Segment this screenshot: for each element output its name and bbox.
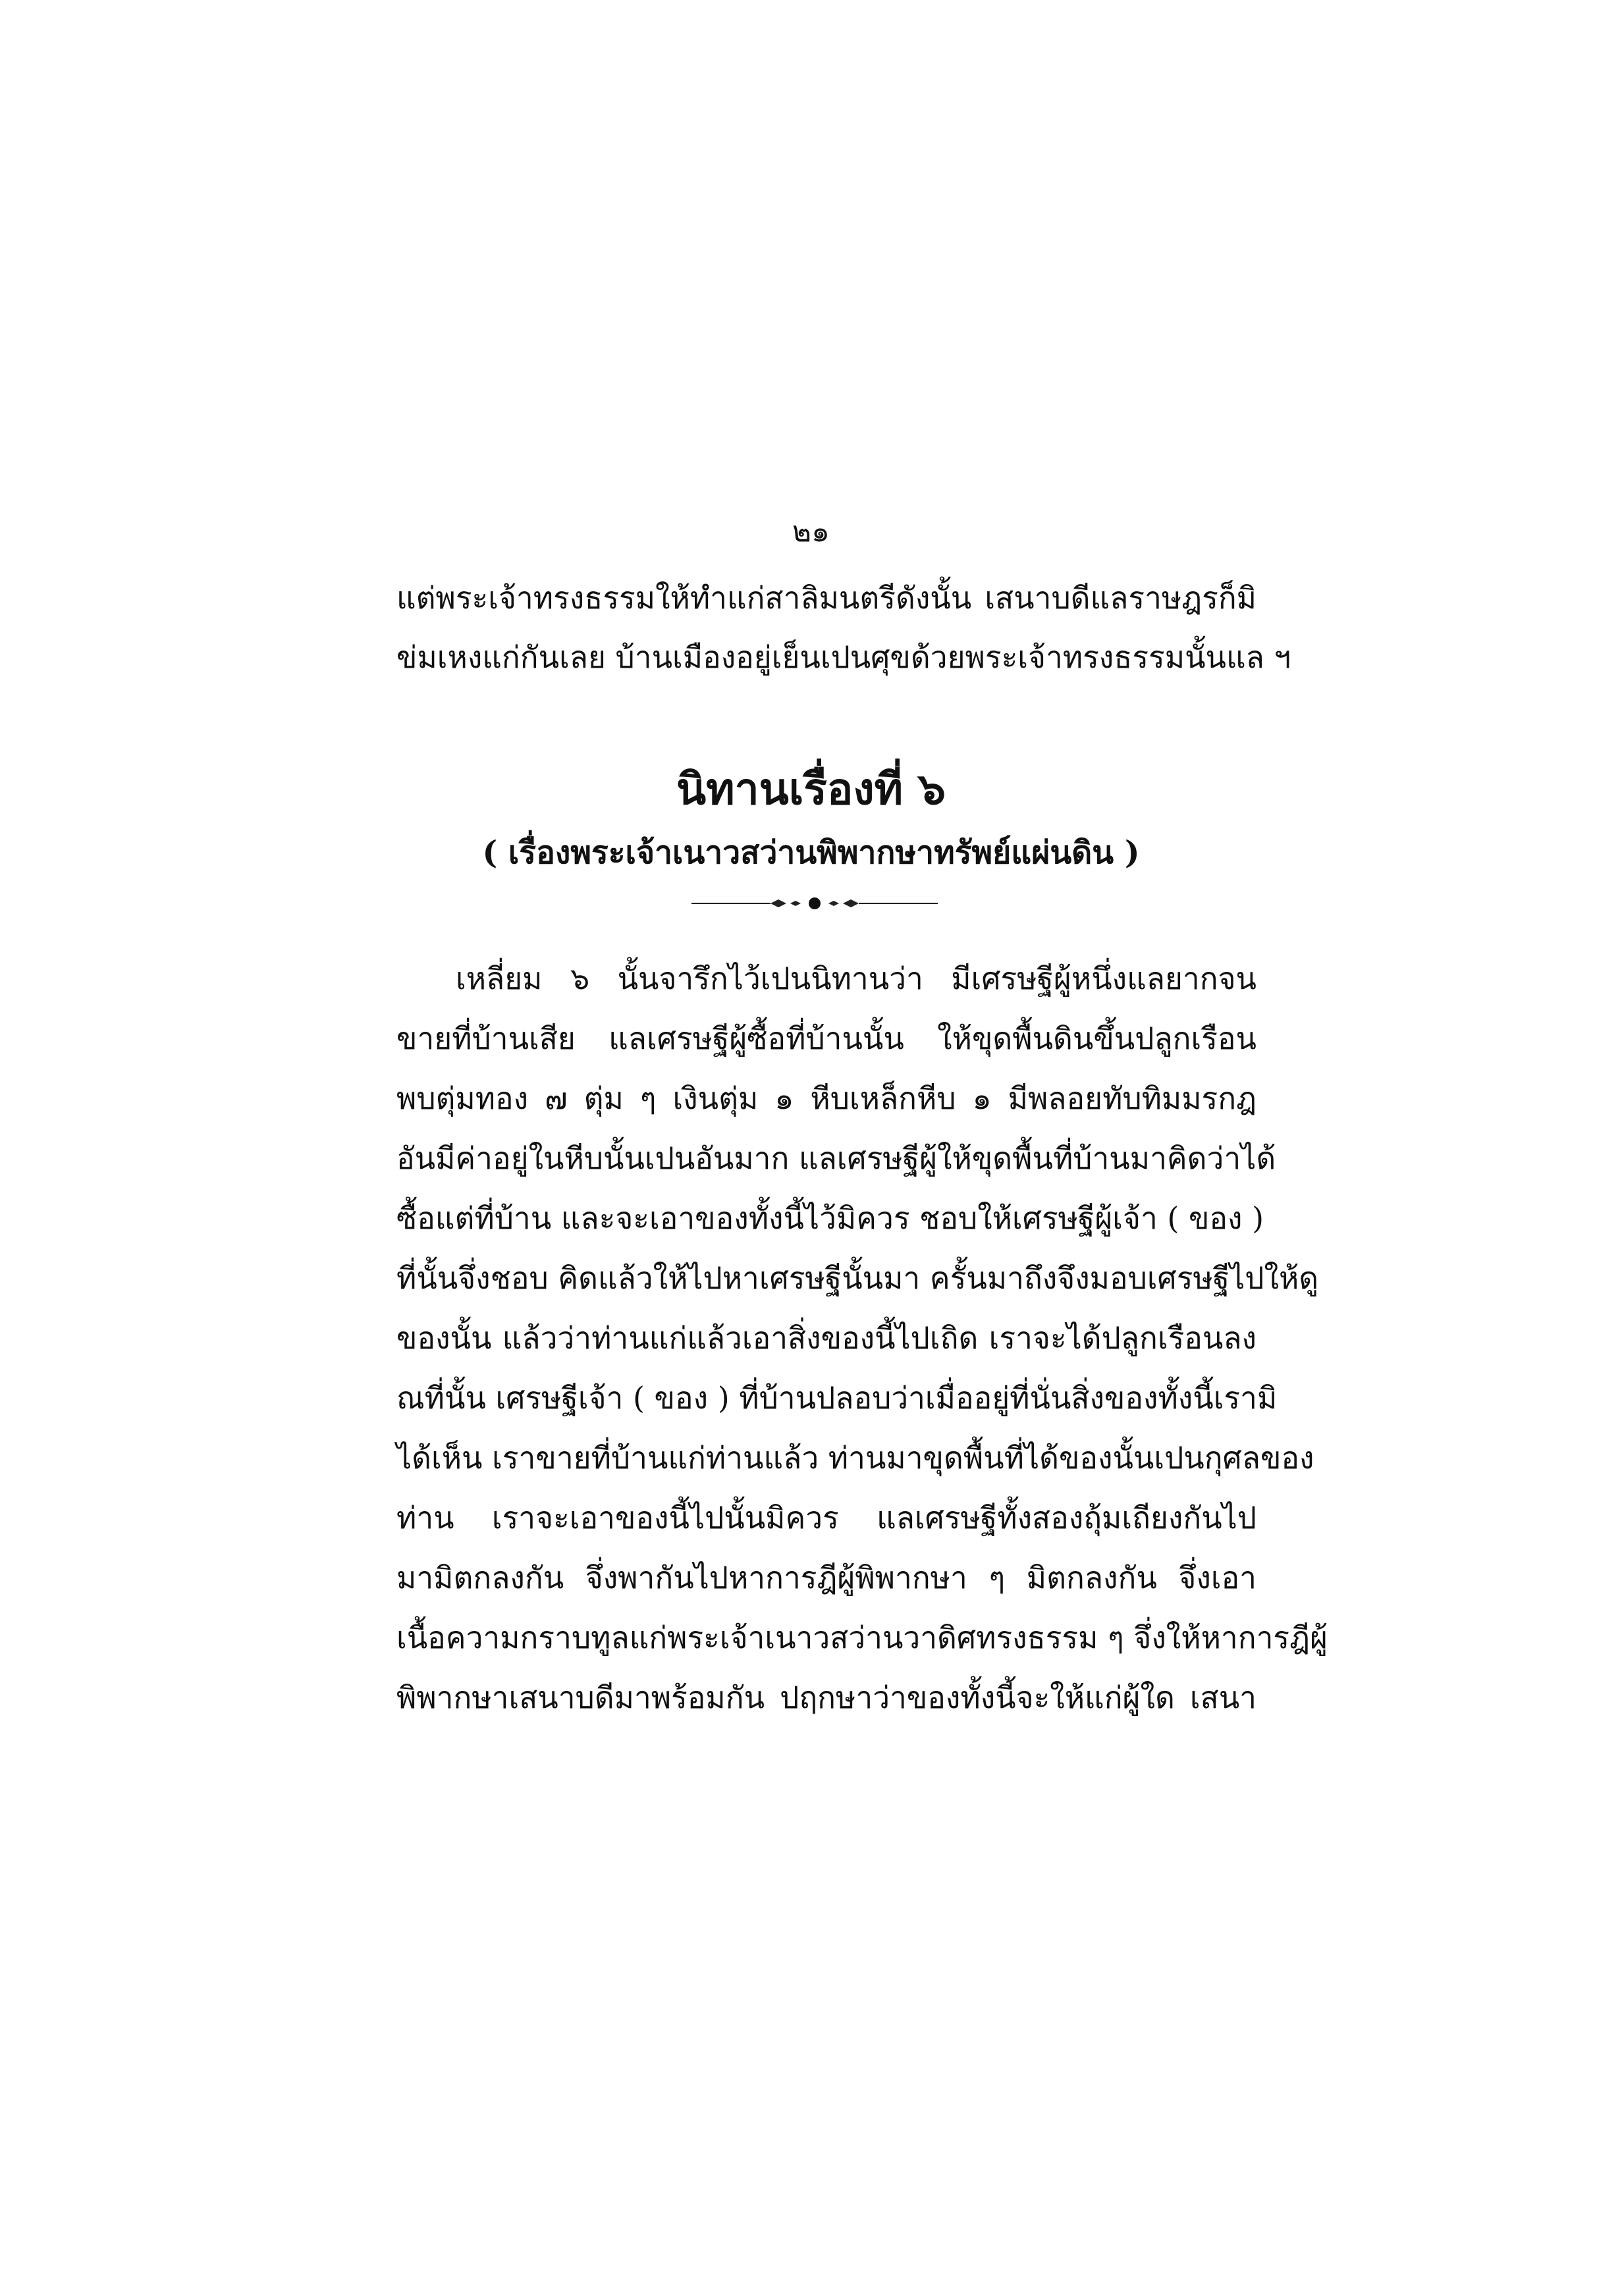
body-line-13: พิพากษาเสนาบดีมาพร้อมกัน ปฤกษาว่าของทั้งนี้จะให้แก่ผู้ใด เสนา (396, 1680, 1257, 1715)
body-line-5: ซื้อแต่ที่บ้าน และจะเอาของทั้งนี้ไว้มิควร ชอบให้เศรษฐีผู้เจ้า ( ของ ) (396, 1200, 1264, 1236)
body-line-8: ณที่นั้น เศรษฐีเจ้า ( ของ ) ที่บ้านปลอบว่าเมื่ออยู่ที่นั่นสิ่งของทั้งนี้เรามิ (396, 1380, 1278, 1416)
body-line-4: อันมีค่าอยู่ในหีบนั้นเปนอันมาก แลเศรษฐีผู้ให้ขุดพื้นที่บ้านมาคิดว่าได้ (396, 1140, 1276, 1176)
body-line-10: ท่าน เราจะเอาของนี้ไปนั้นมิควร แลเศรษฐีทั้งสองถุ้มเถียงกันไป (396, 1500, 1257, 1535)
story-title: นิทานเรื่องที่ ๖ (676, 763, 946, 814)
top-paragraph-line-2: ข่มเหงแก่กันเลย บ้านเมืองอยู่เย็นเปนศุขด้วยพระเจ้าทรงธรรมนั้นแล ฯ (396, 639, 1291, 675)
body-line-6: ที่นั้นจึ่งชอบ คิดแล้วให้ไปหาเศรษฐีนั้นมา ครั้นมาถึงจึงมอบเศรษฐีไปให้ดู (396, 1260, 1319, 1296)
body-line-7: ของนั้น แล้วว่าท่านแก่แล้วเอาสิ่งของนี้ไปเถิด เราจะได้ปลูกเรือนลง (396, 1320, 1257, 1356)
page-number: ๒๑ (792, 515, 830, 548)
body-line-3: พบตุ่มทอง ๗ ตุ่ม ๆ เงินตุ่ม ๑ หีบเหล็กหีบ ๑ มีพลอยทับทิมมรกฎ (396, 1081, 1257, 1116)
body-line-9: ได้เห็น เราขายที่บ้านแก่ท่านแล้ว ท่านมาขุดพื้นที่ได้ของนั้นเปนกุศลของ (396, 1440, 1314, 1476)
top-paragraph-line-1: แต่พระเจ้าทรงธรรมให้ทำแก่สาลิมนตรีดังนั้น เสนาบดีแลราษฎรก็มิ (396, 580, 1257, 616)
body-line-1: เหลี่ยม ๖ นั้นจารึกไว้เปนนิทานว่า มีเศรษฐีผู้หนึ่งแลยากจน (456, 961, 1257, 996)
story-subtitle: ( เรื่องพระเจ้าเนาวสว่านพิพากษาทรัพย์แผ่นดิน ) (482, 834, 1140, 871)
ornament-divider (691, 895, 938, 911)
body-line-12: เนื้อความกราบทูลแก่พระเจ้าเนาวสว่านวาดิศทรงธรรม ๆ จึ่งให้หาการฎีผู้ (396, 1620, 1328, 1655)
body-line-2: ขายที่บ้านเสีย แลเศรษฐีผู้ซื้อที่บ้านนั้น ให้ขุดพื้นดินขึ้นปลูกเรือน (396, 1021, 1257, 1056)
body-line-11: มามิตกลงกัน จึ่งพากันไปหาการฎีผู้พิพากษา ๆ มิตกลงกัน จึ่งเอา (396, 1560, 1257, 1595)
